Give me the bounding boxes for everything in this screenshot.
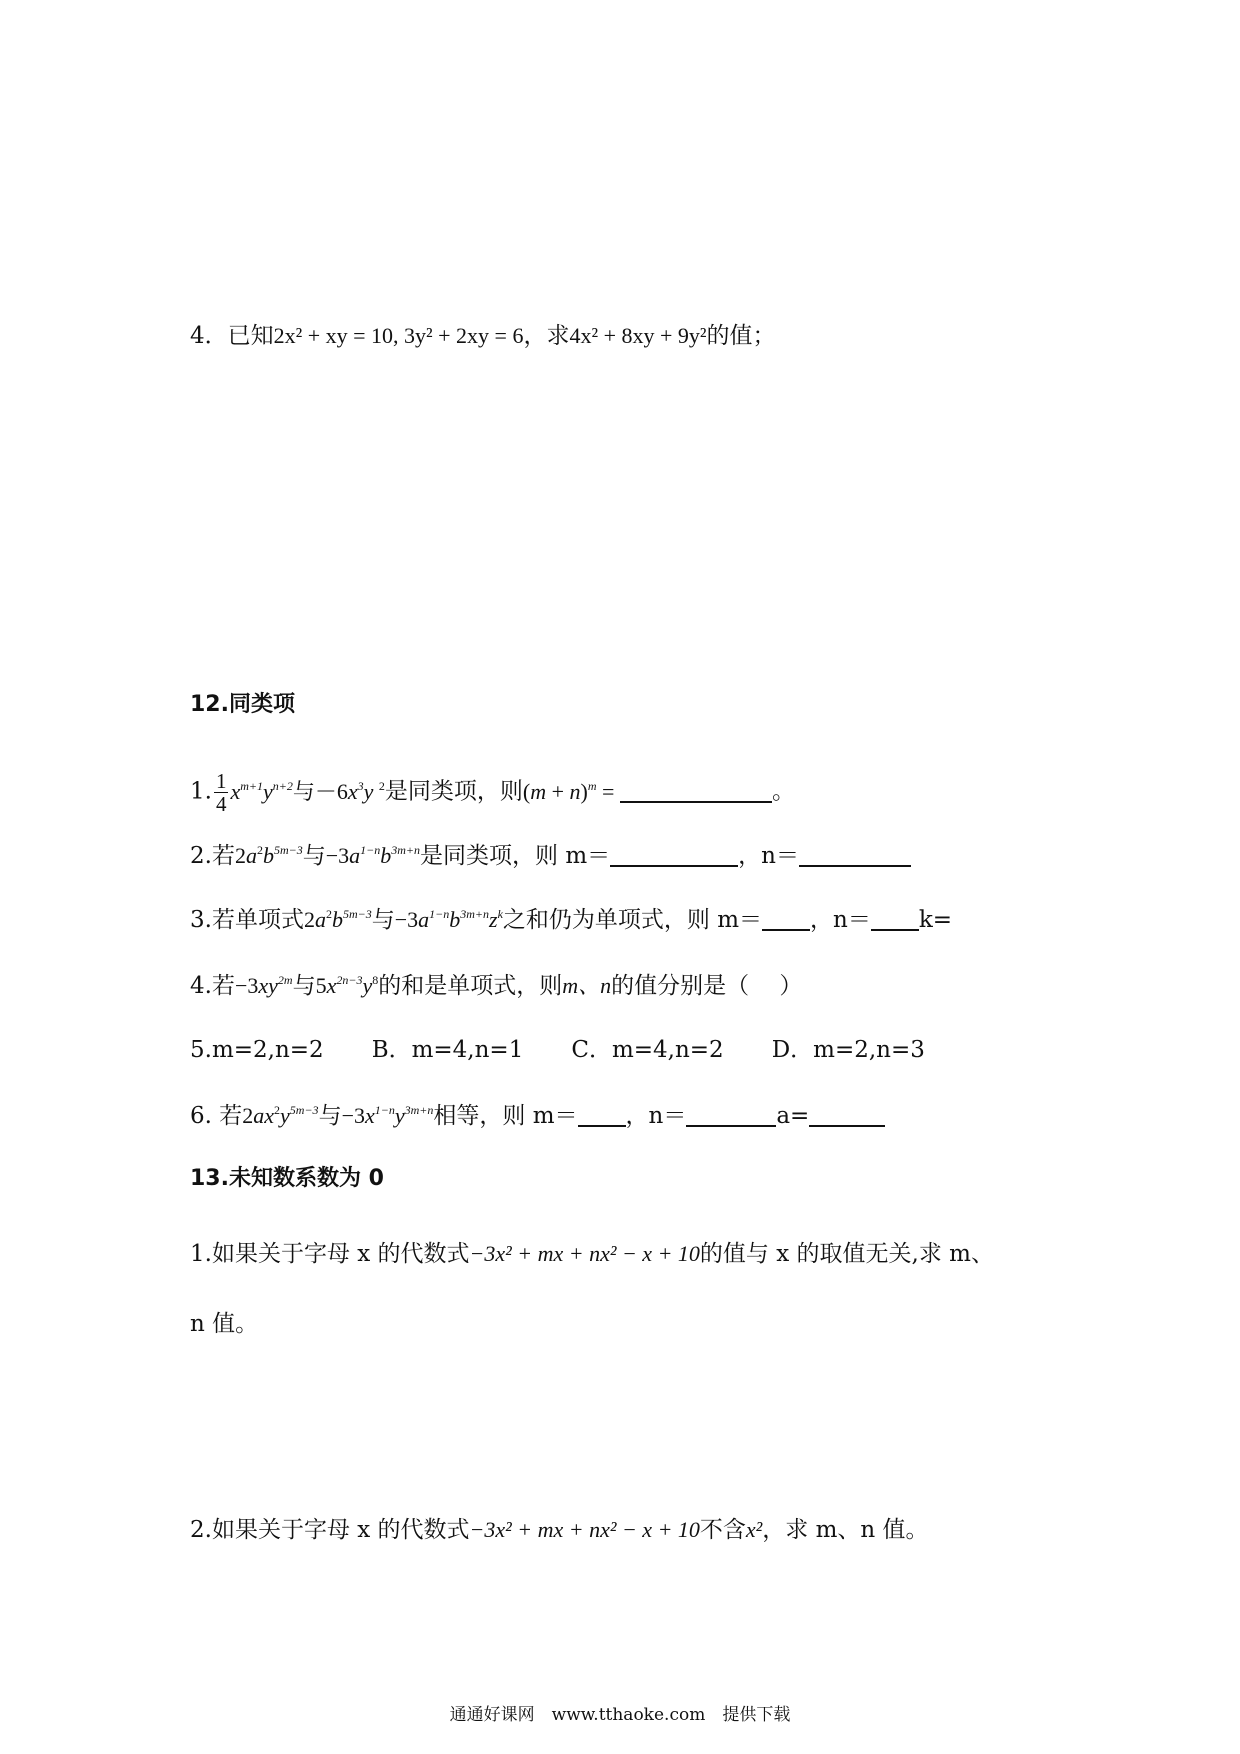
s13-q2-tail: 不含	[699, 1517, 746, 1543]
s13-question-1-line1	[190, 1238, 1090, 1270]
answer-blank-m[interactable]	[610, 843, 738, 867]
option-a[interactable]: 5.m=2,n=2	[190, 1037, 324, 1063]
s12-q6-term2: $-3x^{1-n}y^{3m+n}$	[341, 1103, 434, 1128]
s12-q4-term1: $-3xy^{2m}$	[234, 973, 293, 998]
s13-q2-expr: −3x² + mx + nx² − x + 10	[469, 1517, 700, 1542]
s12-q1-expr: $(m + n)^m$ =	[522, 778, 620, 804]
answer-blank-m[interactable]	[578, 1103, 626, 1127]
page-footer: 通通好课网 www.tthaoke.com 提供下载	[449, 1705, 791, 1725]
s13-q2-var: x²	[745, 1517, 763, 1542]
option-b[interactable]: B．m=4,n=1	[371, 1037, 524, 1063]
s12-question-4	[190, 970, 1090, 1002]
s12-q3-term1: $2a^2b^{5m-3}$	[303, 907, 372, 932]
option-c[interactable]: C．m=4,n=2	[571, 1037, 724, 1063]
s12-q4-number: 4.若	[190, 973, 235, 999]
s12-q4-term2: $5x^{2n-3}y^8$	[315, 973, 379, 998]
problem-4-given: 2x² + xy = 10, 3y² + 2xy = 6	[273, 323, 524, 348]
option-d[interactable]: D．m=2,n=3	[771, 1037, 925, 1063]
s12-question-6	[190, 1100, 1090, 1132]
s12-q4-vars: m、n	[562, 973, 612, 998]
problem-4-suffix: 的值；	[706, 323, 776, 349]
s12-q6-text: 相等，则 m＝	[433, 1103, 578, 1129]
s12-q3-n-label: ，n＝	[810, 907, 871, 933]
problem-4-mid: ，求	[523, 323, 570, 349]
fraction-one-quarter: $\frac{1}{4}$	[215, 769, 227, 816]
s12-q4-text: 的和是单项式，则	[378, 973, 563, 999]
s13-question-1-line2	[190, 1308, 1090, 1340]
section-12-title: 12.同类项	[190, 692, 295, 717]
problem-4-target: 4x² + 8xy + 9y²	[569, 323, 707, 348]
problem-4	[190, 320, 1090, 352]
s12-q3-text: 之和仍为单项式，则 m＝	[502, 907, 763, 933]
s12-q6-mid: 与	[318, 1103, 342, 1129]
s12-question-2	[190, 840, 1090, 872]
s12-q6-a-label: a=	[776, 1103, 810, 1129]
s12-q1-text: 是同类项，则	[384, 778, 523, 805]
s12-q6-term1: $2ax^2y^{5m-3}$	[242, 1103, 319, 1128]
problem-4-prefix: 4．已知	[190, 323, 274, 349]
s12-question-5-options	[190, 1034, 1090, 1066]
s13-q1-text: 1.如果关于字母 x 的代数式	[190, 1241, 470, 1267]
s13-q1-tail: 的值与 x 的取值无关,求 m、	[699, 1241, 994, 1267]
s13-q2-text: 2.如果关于字母 x 的代数式	[190, 1517, 470, 1543]
answer-blank-n[interactable]	[686, 1103, 776, 1127]
s12-q3-k-label: k=	[918, 907, 953, 933]
s13-q1-line2-text: n 值。	[190, 1311, 259, 1337]
s12-q3-mid: 与	[371, 907, 395, 933]
s12-q6-n-label: ，n＝	[625, 1103, 687, 1129]
s12-q1-number: 1.	[190, 778, 212, 805]
s13-question-2	[190, 1514, 1090, 1546]
s12-q2-n-label: ，n＝	[738, 843, 799, 869]
s13-q1-expr: −3x² + mx + nx² − x + 10	[469, 1241, 700, 1266]
s12-question-1	[190, 770, 1090, 815]
s12-q6-number: 6. 若	[190, 1103, 243, 1129]
s12-question-3	[190, 904, 1090, 936]
answer-blank-n[interactable]	[871, 907, 919, 931]
s12-q2-mid: 与	[302, 843, 326, 869]
answer-blank[interactable]	[620, 779, 772, 803]
answer-blank-m[interactable]	[762, 907, 810, 931]
s13-q2-end: ，求 m、n 值。	[762, 1517, 929, 1543]
s12-q2-term1: $2a^2b^{5m-3}$	[234, 843, 303, 868]
section-13-title: 13.未知数系数为 0	[190, 1166, 384, 1191]
s12-q2-number: 2.若	[190, 843, 235, 869]
s12-q2-term2: $-3a^{1-n}b^{3m+n}$	[325, 843, 421, 868]
s12-q3-number: 3.若单项式	[190, 907, 304, 933]
answer-blank-a[interactable]	[809, 1103, 885, 1127]
s12-q1-end: 。	[771, 778, 795, 805]
s12-q2-text: 是同类项，则 m＝	[420, 843, 611, 869]
answer-blank-n[interactable]	[799, 843, 911, 867]
s12-q4-tail: 的值分别是（ ）	[611, 973, 803, 999]
s12-q3-term2: $-3a^{1-n}b^{3m+n}z^k$	[394, 907, 503, 932]
s12-q4-mid: 与	[292, 973, 316, 999]
s12-q1-term1: $x^{m+1}y^{n+2}$与$-6x^3y$ $^2$	[230, 778, 385, 804]
